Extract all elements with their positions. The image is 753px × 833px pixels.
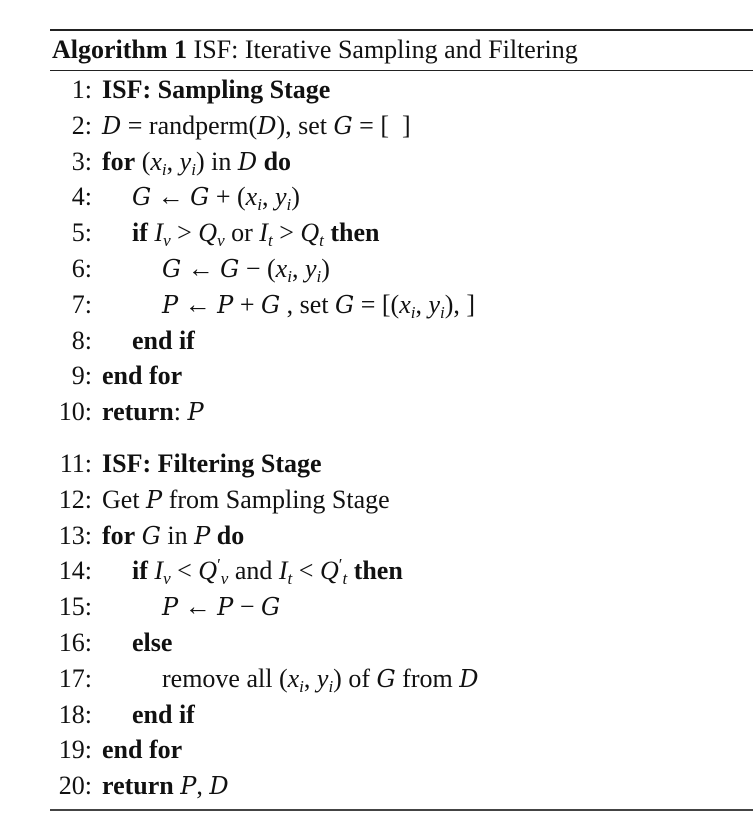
math-symbol: G: [162, 254, 182, 283]
math-symbol: G: [335, 290, 355, 319]
math-symbol: P: [217, 290, 234, 319]
math-symbol: P: [162, 593, 179, 622]
math-symbol: G: [190, 183, 210, 212]
algorithm-body: [50, 72, 753, 804]
math-symbol: i: [440, 302, 445, 322]
text-segment: ,: [261, 182, 275, 212]
line-number: 20:: [58, 771, 92, 801]
math-symbol: D: [459, 664, 479, 693]
text-segment: ,: [303, 663, 317, 693]
math-symbol: G: [141, 521, 161, 550]
math-symbol: i: [191, 159, 196, 179]
line-content: [152, 251, 330, 287]
algorithm-line: [50, 358, 753, 394]
algorithm-line: [50, 108, 753, 144]
keyword: if: [132, 218, 148, 248]
math-symbol: ′: [217, 555, 221, 575]
text-segment: = randperm(: [121, 110, 258, 140]
line-number: 11:: [59, 448, 92, 478]
math-symbol: v: [163, 569, 171, 589]
text-segment: ←: [178, 592, 218, 622]
text-segment: − (: [239, 253, 276, 283]
math-symbol: P: [217, 593, 234, 622]
algorithm-line: [50, 768, 753, 804]
math-symbol: D: [237, 147, 258, 176]
algorithm-line: [50, 482, 753, 518]
math-symbol: v: [163, 231, 171, 251]
algorithm-line: [50, 287, 753, 323]
keyword: ISF: Filtering Stage: [102, 448, 322, 478]
algorithm-line: [50, 697, 753, 733]
math-symbol: t: [319, 231, 324, 251]
text-segment: ←: [178, 289, 218, 319]
keyword: end if: [132, 325, 195, 355]
line-content: [92, 394, 204, 430]
keyword: end if: [132, 699, 195, 729]
algorithm-line: [50, 589, 753, 625]
math-symbol: G: [260, 593, 281, 622]
algorithm-line: [50, 518, 753, 554]
line-content: [122, 179, 300, 215]
line-content: [92, 732, 182, 768]
line-number: 3:: [71, 146, 92, 176]
text-segment: +: [233, 289, 261, 319]
algorithm-line: [50, 72, 753, 108]
line-content: [92, 482, 390, 518]
line-number: 17:: [58, 663, 92, 693]
algorithm-line: [50, 446, 753, 482]
math-symbol: t: [287, 569, 293, 589]
text-segment: :: [173, 397, 188, 427]
line-content: [92, 446, 322, 482]
math-symbol: x: [399, 289, 411, 319]
text-segment: and: [228, 556, 279, 586]
math-symbol: i: [299, 676, 304, 696]
math-symbol: P: [146, 485, 163, 514]
line-number: 1:: [71, 75, 92, 104]
line-content: [122, 697, 195, 733]
math-symbol: y: [179, 146, 192, 176]
line-content: [92, 358, 182, 394]
math-symbol: x: [245, 182, 258, 212]
math-symbol: t: [342, 569, 348, 589]
keyword: return: [102, 397, 174, 427]
algorithm-line: [50, 732, 753, 768]
text-segment: ,: [166, 146, 180, 176]
line-number: 6:: [71, 253, 92, 283]
text-segment: >: [170, 218, 199, 248]
text-segment: (: [135, 146, 151, 176]
keyword: end for: [102, 735, 183, 765]
math-symbol: I: [147, 556, 164, 586]
algorithm-title: ISF: Iterative Sampling and Filtering: [193, 35, 578, 64]
algorithm-line: [50, 144, 753, 180]
text-segment: >: [272, 218, 301, 248]
algorithm-line: [50, 323, 753, 359]
line-number: 10:: [58, 397, 92, 427]
keyword: for: [102, 146, 136, 176]
text-segment: ), ]: [444, 289, 476, 319]
line-number: 7:: [71, 289, 92, 319]
algorithm-line: [50, 394, 753, 430]
text-segment: + (: [209, 182, 246, 212]
math-symbol: i: [287, 266, 292, 286]
math-symbol: D: [257, 111, 277, 140]
keyword: for: [102, 520, 136, 550]
text-segment: ), set: [276, 110, 334, 140]
line-content: [152, 589, 280, 625]
text-segment: −: [233, 592, 261, 622]
math-symbol: I: [278, 556, 288, 586]
line-content: [122, 215, 380, 251]
keyword: then: [323, 218, 380, 248]
math-symbol: I: [147, 218, 164, 248]
math-symbol: i: [316, 266, 322, 286]
text-segment: = [ ]: [352, 110, 411, 140]
math-symbol: D: [209, 772, 229, 801]
text-segment: ,: [415, 289, 429, 319]
math-symbol: i: [161, 159, 167, 179]
caption-rule: [50, 70, 753, 71]
text-segment: or: [224, 218, 260, 248]
keyword: then: [347, 556, 403, 586]
keyword: do: [210, 520, 245, 550]
math-symbol: x: [150, 146, 162, 176]
line-number: 19:: [58, 735, 92, 765]
line-number: 16:: [58, 627, 92, 657]
math-symbol: G: [132, 183, 152, 212]
text-segment: Get: [102, 484, 147, 514]
keyword: else: [132, 627, 173, 657]
algorithm-line: [50, 625, 753, 661]
math-symbol: i: [410, 302, 416, 322]
text-segment: ,: [196, 771, 210, 801]
math-symbol: x: [287, 663, 300, 693]
line-content: [92, 72, 330, 108]
algorithm-caption: [52, 31, 578, 69]
math-symbol: v: [220, 569, 229, 589]
text-segment: ): [321, 253, 330, 283]
algorithm-line: [50, 251, 753, 287]
math-symbol: P: [194, 521, 211, 550]
algorithm-label: Algorithm 1: [52, 35, 188, 64]
math-symbol: Q: [319, 556, 339, 586]
math-symbol: Q: [198, 556, 218, 586]
text-segment: ←: [181, 253, 221, 283]
math-symbol: G: [376, 664, 396, 693]
line-content: [92, 108, 411, 144]
math-symbol: y: [274, 182, 287, 212]
text-segment: <: [170, 556, 199, 586]
math-symbol: G: [220, 254, 240, 283]
line-number: 18:: [58, 699, 92, 729]
line-content: [92, 518, 244, 554]
line-content: [92, 768, 229, 804]
math-symbol: P: [180, 772, 197, 801]
keyword: ISF: Sampling Stage: [102, 75, 331, 104]
math-symbol: t: [267, 231, 273, 251]
algorithm-line: [50, 661, 753, 697]
line-content: [152, 661, 478, 697]
math-symbol: I: [259, 218, 268, 248]
text-segment: from: [395, 663, 460, 693]
algorithm-line: [50, 553, 753, 589]
math-symbol: Q: [198, 218, 218, 248]
text-segment: ) in: [195, 146, 238, 176]
text-segment: , set: [280, 289, 336, 319]
bottom-rule: [50, 809, 753, 811]
line-content: [122, 553, 403, 589]
text-segment: from Sampling Stage: [162, 484, 390, 514]
math-symbol: y: [316, 663, 329, 693]
keyword: end for: [102, 361, 183, 391]
math-symbol: Q: [300, 218, 320, 248]
math-symbol: v: [217, 231, 225, 251]
keyword: return: [102, 771, 174, 801]
algorithm-line: [50, 179, 753, 215]
line-number: 2:: [71, 110, 92, 140]
text-segment: = [(: [354, 289, 400, 319]
line-number: 8:: [71, 325, 92, 355]
text-segment: ←: [151, 182, 191, 212]
line-content: [92, 144, 291, 180]
line-number: 12:: [58, 484, 92, 514]
text-segment: remove all (: [162, 663, 288, 693]
line-content: [122, 625, 172, 661]
math-symbol: x: [275, 253, 288, 283]
math-symbol: G: [333, 111, 353, 140]
text-segment: ): [291, 182, 300, 212]
line-number: 5:: [71, 218, 92, 248]
math-symbol: P: [187, 398, 204, 427]
keyword: if: [132, 556, 148, 586]
math-symbol: D: [102, 111, 122, 140]
text-segment: in: [160, 520, 195, 550]
math-symbol: ′: [338, 555, 343, 575]
line-number: 13:: [58, 520, 92, 550]
line-number: 15:: [58, 592, 92, 622]
math-symbol: G: [260, 290, 281, 319]
algorithm-line: [50, 215, 753, 251]
math-symbol: y: [428, 289, 441, 319]
line-number: 9:: [71, 361, 92, 391]
line-number: 14:: [58, 556, 92, 586]
math-symbol: i: [328, 676, 334, 696]
math-symbol: i: [257, 195, 262, 215]
math-symbol: i: [286, 195, 292, 215]
text-segment: ) of: [333, 663, 377, 693]
line-number: 4:: [71, 182, 92, 212]
line-content: [152, 287, 475, 323]
line-content: [122, 323, 195, 359]
text-segment: <: [292, 556, 320, 586]
math-symbol: P: [162, 290, 179, 319]
text-segment: ,: [291, 253, 305, 283]
math-symbol: y: [304, 253, 317, 283]
keyword: do: [257, 146, 292, 176]
